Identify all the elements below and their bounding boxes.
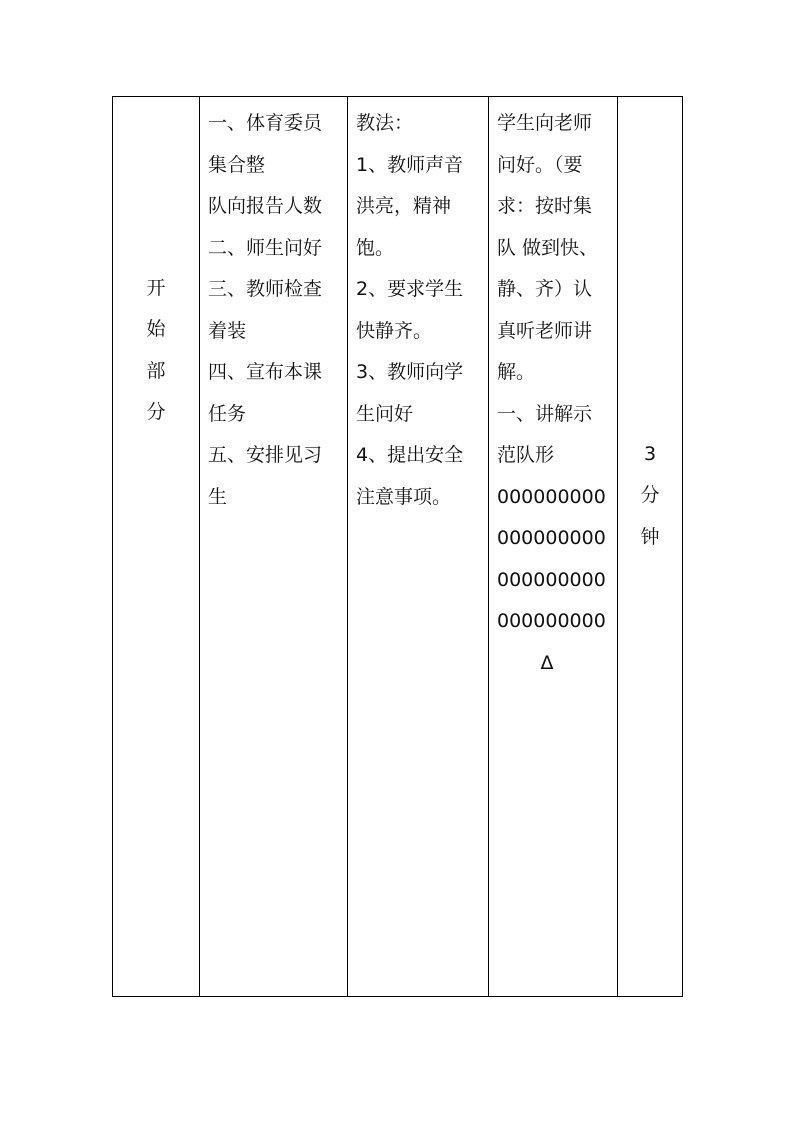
student-line: 问好。（要 [497,153,583,176]
content-line: 生 [208,485,228,508]
student-line: 解。 [497,361,536,383]
time-unit: 分 [640,484,660,506]
content-line: 一、体育委员 [208,112,323,134]
time-unit: 钟 [640,525,660,548]
teacher-line: 教法： [356,112,414,134]
teacher-line: 生问好 [356,402,414,425]
teacher-line: 注意事项。 [356,485,452,508]
teacher-activity-cell [348,97,489,997]
section-char: 分 [146,401,166,423]
teacher-line: 4、提出安全 [356,444,464,466]
student-activity-cell [489,97,618,997]
teacher-line: 1、教师声音 [356,153,464,176]
formation-row: 000000000 [497,485,606,508]
content-line: 二、师生问好 [208,236,323,259]
student-line: 真听老师讲 [497,319,593,342]
teacher-line: 3、教师向学 [356,361,464,383]
student-line: 静、齐）认 [497,278,593,300]
formation-row: 000000000 [497,527,606,549]
content-line: 三、教师检查 [208,278,323,300]
section-cell [113,97,200,997]
teacher-line: 快静齐。 [356,319,433,342]
content-line: 五、安排见习 [208,444,323,466]
teacher-line: 洪亮，精神 [356,195,452,217]
content-line: 集合整 [208,153,266,176]
content-line: 队向报告人数 [208,195,323,217]
section-char: 部 [146,359,166,382]
teacher-line: 饱。 [356,236,395,259]
student-line: 求：按时集 [497,195,593,217]
formation-row: 000000000 [497,610,606,632]
student-line: 一、讲解示 [497,402,593,425]
teacher-position-mark: Δ [540,651,554,674]
content-line: 四、宣布本课 [208,361,323,383]
student-line: 范队形 [497,444,555,466]
student-line: 学生向老师 [497,112,593,134]
content-line: 任务 [208,402,247,425]
formation-row: 000000000 [497,568,606,591]
content-cell [200,97,348,997]
section-char: 始 [146,318,166,340]
section-char: 开 [146,276,166,299]
teacher-line: 2、要求学生 [356,278,464,300]
content-line: 着装 [208,319,247,342]
student-line: 队 做到快、 [497,236,599,259]
table-row [113,97,683,997]
time-cell [618,97,683,997]
lesson-plan-table [112,96,683,997]
time-value: 3 [643,442,657,465]
